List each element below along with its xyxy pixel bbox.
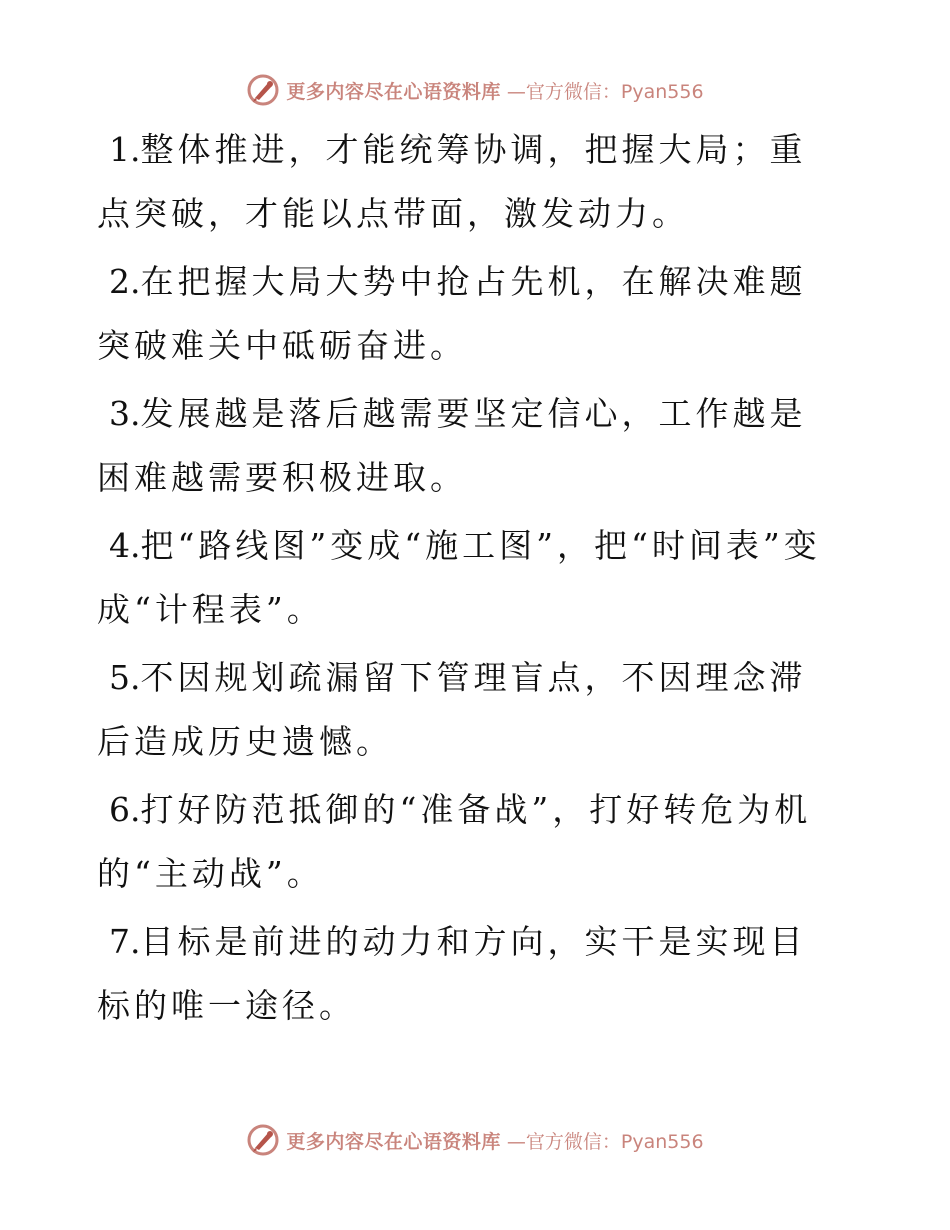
list-item — [97, 910, 837, 1038]
header-site-text: 更多内容尽在心语资料库 — [286, 80, 501, 103]
item-text: 打好防范抵御的“准备战”，打好转危为机的“主动战”。 — [97, 790, 812, 893]
item-number: 2. — [109, 262, 141, 301]
item-text: 在把握大局大势中抢占先机，在解决难题突破难关中砥砺奋进。 — [97, 262, 807, 365]
item-text: 整体推进，才能统筹协调，把握大局；重点突破，才能以点带面，激发动力。 — [97, 130, 807, 233]
item-number: 1. — [109, 130, 141, 169]
list-item — [97, 646, 837, 774]
list-item — [97, 250, 837, 378]
header-watermark — [0, 70, 950, 110]
header-contact-text: —官方微信：Pyan556 — [506, 80, 704, 103]
footer-site-text: 更多内容尽在心语资料库 — [286, 1130, 501, 1153]
pen-circle-logo-icon — [246, 1123, 280, 1157]
list-item — [97, 382, 837, 510]
item-number: 5. — [109, 658, 141, 697]
list-item — [97, 514, 837, 642]
item-number: 3. — [109, 394, 141, 433]
item-text: 发展越是落后越需要坚定信心，工作越是困难越需要积极进取。 — [97, 394, 807, 497]
quote-list — [97, 118, 837, 1042]
item-number: 4. — [109, 526, 141, 565]
footer-watermark — [0, 1120, 950, 1160]
footer-contact-text: —官方微信：Pyan556 — [506, 1130, 704, 1153]
item-text: 不因规划疏漏留下管理盲点，不因理念滞后造成历史遗憾。 — [97, 658, 807, 761]
item-number: 6. — [109, 790, 141, 829]
item-text: 把“路线图”变成“施工图”，把“时间表”变成“计程表”。 — [97, 526, 821, 629]
item-number: 7. — [109, 922, 141, 961]
list-item — [97, 118, 837, 246]
pen-circle-logo-icon — [246, 73, 280, 107]
item-text: 目标是前进的动力和方向，实干是实现目标的唯一途径。 — [97, 922, 807, 1025]
list-item — [97, 778, 837, 906]
